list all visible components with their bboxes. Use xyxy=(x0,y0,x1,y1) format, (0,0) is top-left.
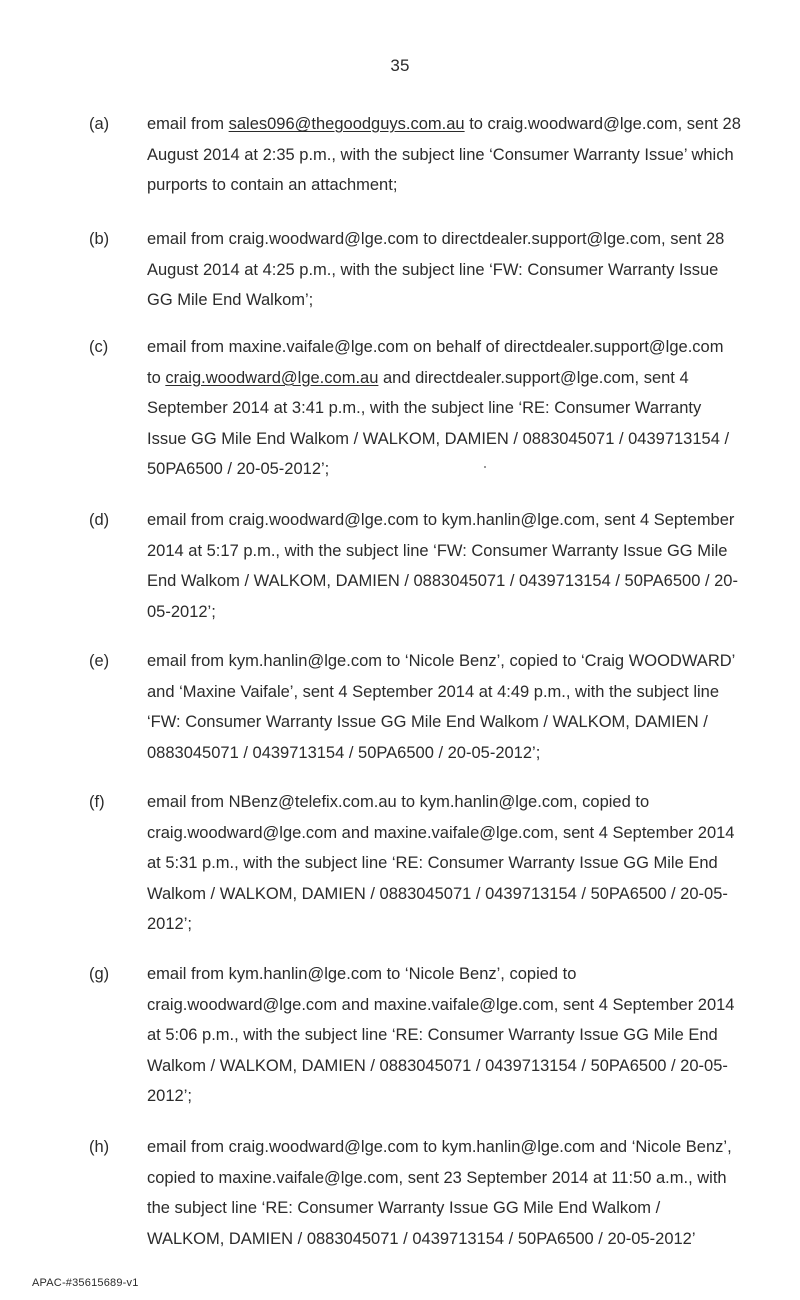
item-label: (h) xyxy=(89,1138,110,1156)
text-line: email from kym.hanlin@lge.com to ‘Nicole Benz’, copied to ‘Craig WOODWARD’ xyxy=(147,652,736,670)
item-text xyxy=(147,109,779,201)
text-line: craig.woodward@lge.com and maxine.vaifale@lge.com, sent 4 September 2014 xyxy=(147,995,735,1014)
text-line xyxy=(147,363,779,394)
document-id: APAC-#35615689-v1 xyxy=(32,1277,139,1289)
item-label: (f) xyxy=(89,793,105,811)
text-segment: and directdealer.support@lge.com, sent 4 xyxy=(378,368,689,387)
item-label: (d) xyxy=(89,511,110,529)
text-segment: to xyxy=(147,368,166,387)
text-line: at 5:06 p.m., with the subject line ‘RE: Consumer Warranty Issue GG Mile End xyxy=(147,1026,718,1044)
text-line: August 2014 at 2:35 p.m., with the subject line ‘Consumer Warranty Issue’ which xyxy=(147,145,734,164)
email-link[interactable]: craig.woodward@lge.com.au xyxy=(165,368,379,387)
text-line: the subject line ‘RE: Consumer Warranty Issue GG Mile End Walkom / xyxy=(147,1199,661,1217)
text-line: email from craig.woodward@lge.com to kym.hanlin@lge.com, sent 4 September xyxy=(147,511,735,529)
text-line: email from craig.woodward@lge.com to kym.hanlin@lge.com and ‘Nicole Benz’, xyxy=(147,1138,732,1156)
text-line: copied to maxine.vaifale@lge.com, sent 23 September 2014 at 11:50 a.m., with xyxy=(147,1168,727,1187)
item-label: (g) xyxy=(89,965,110,983)
item-text xyxy=(147,787,779,940)
text-line: September 2014 at 3:41 p.m., with the subject line ‘RE: Consumer Warranty xyxy=(147,399,702,417)
text-line: 2012’; xyxy=(147,915,192,933)
text-line: Issue GG Mile End Walkom / WALKOM, DAMIEN / 0883045071 / 0439713154 / xyxy=(147,429,730,448)
item-text xyxy=(147,332,779,485)
page-number: 35 xyxy=(390,56,410,75)
text-line: email from kym.hanlin@lge.com to ‘Nicole Benz’, copied to xyxy=(147,965,577,983)
text-line: WALKOM, DAMIEN / 0883045071 / 0439713154 / 50PA6500 / 20-05-2012’ xyxy=(147,1229,696,1248)
text-line: and ‘Maxine Vaifale’, sent 4 September 2014 at 4:49 p.m., with the subject line xyxy=(147,682,720,701)
text-line: purports to contain an attachment; xyxy=(147,176,398,194)
item-label: (a) xyxy=(89,115,110,133)
item-label: (b) xyxy=(89,230,110,248)
text-line: 2014 at 5:17 p.m., with the subject line ‘FW: Consumer Warranty Issue GG Mile xyxy=(147,541,728,560)
text-line: End Walkom / WALKOM, DAMIEN / 0883045071 / 0439713154 / 50PA6500 / 20- xyxy=(147,572,738,590)
text-line: email from craig.woodward@lge.com to directdealer.support@lge.com, sent 28 xyxy=(147,230,725,248)
text-line: 2012’; xyxy=(147,1087,192,1105)
item-text xyxy=(147,646,779,768)
text-line: at 5:31 p.m., with the subject line ‘RE: Consumer Warranty Issue GG Mile End xyxy=(147,854,718,872)
text-line: Walkom / WALKOM, DAMIEN / 0883045071 / 0439713154 / 50PA6500 / 20-05- xyxy=(147,884,728,903)
text-line: ‘FW: Consumer Warranty Issue GG Mile End Walkom / WALKOM, DAMIEN / xyxy=(147,713,708,731)
item-text xyxy=(147,1132,779,1254)
text-segment: to craig.woodward@lge.com, sent 28 xyxy=(464,115,741,133)
email-link[interactable]: sales096@thegoodguys.com.au xyxy=(228,115,465,133)
text-line xyxy=(147,109,779,140)
text-line: email from NBenz@telefix.com.au to kym.hanlin@lge.com, copied to xyxy=(147,793,650,811)
item-text xyxy=(147,959,779,1112)
item-text xyxy=(147,505,779,627)
text-line: craig.woodward@lge.com and maxine.vaifale@lge.com, sent 4 September 2014 xyxy=(147,823,735,842)
item-text xyxy=(147,224,779,316)
text-line: 50PA6500 / 20-05-2012’; xyxy=(147,460,330,478)
text-line: Walkom / WALKOM, DAMIEN / 0883045071 / 0439713154 / 50PA6500 / 20-05- xyxy=(147,1056,728,1075)
text-line: 05-2012’; xyxy=(147,602,216,621)
item-label: (e) xyxy=(89,652,110,670)
text-line: email from maxine.vaifale@lge.com on behalf of directdealer.support@lge.com xyxy=(147,338,724,356)
text-line: 0883045071 / 0439713154 / 50PA6500 / 20-05-2012’; xyxy=(147,743,541,762)
item-label: (c) xyxy=(89,338,109,356)
text-segment: email from xyxy=(147,115,229,133)
text-line: GG Mile End Walkom’; xyxy=(147,291,314,309)
text-line: August 2014 at 4:25 p.m., with the subject line ‘FW: Consumer Warranty Issue xyxy=(147,260,719,279)
scan-speck xyxy=(484,466,486,468)
